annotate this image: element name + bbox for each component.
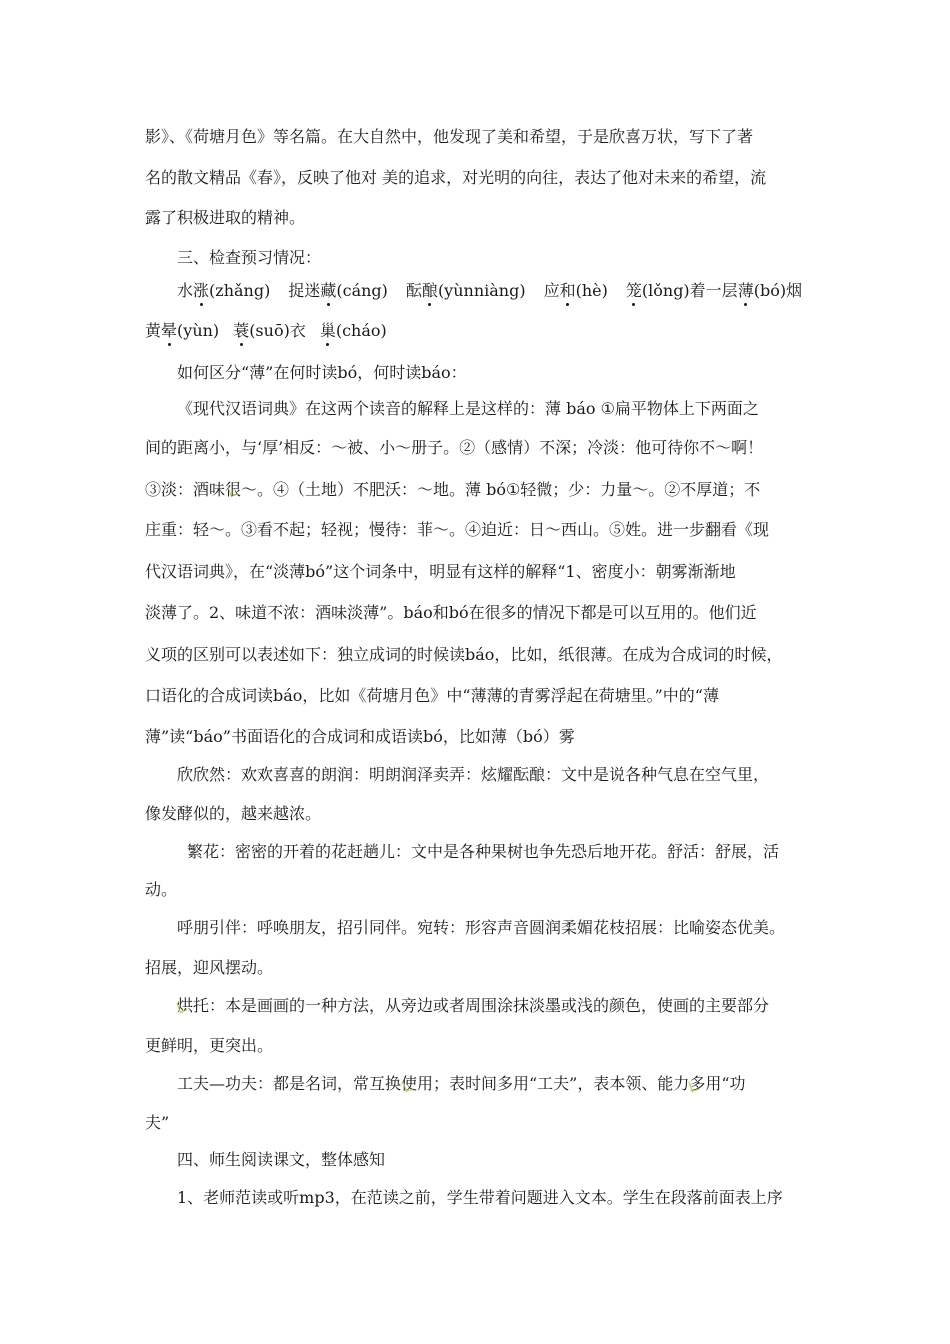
section-heading: 四、师生阅读课文，整体感知 bbox=[177, 1150, 386, 1169]
paragraph-line: 代汉语词典》，在“淡薄bó”这个词条中，明显有这样的解释“1、密度小：朝雾渐渐地 bbox=[145, 562, 736, 581]
vocab-item: 蓑(suō)衣 bbox=[233, 321, 306, 340]
paragraph-line: 义项的区别可以表述如下：独立成词的时候读báo，比如，纸很薄。在成为合成词的时候， bbox=[145, 645, 783, 664]
paragraph-line: 间的距离小，与‘厚’相反：～被、小～册子。②（感情）不深；冷淡：他可待你不～啊！ bbox=[145, 438, 764, 457]
paragraph-line: 名的散文精品《春》，反映了他对 美的追求，对光明的向往，表达了他对未来的希望，流 bbox=[145, 168, 767, 187]
paragraph-line: 像发酵似的，越来越浓。 bbox=[145, 804, 322, 823]
paragraph-line: 淡薄了。2、味道不浓：酒味淡薄”。báo和bó在很多的情况下都是可以互用的。他们近 bbox=[145, 603, 757, 622]
paragraph-line: 庄重：轻～。③看不起；轻视；慢待：菲～。④迫近：日～西山。⑤姓。进一步翻看《现 bbox=[145, 520, 770, 539]
section-heading: 三、检查预习情况： bbox=[177, 248, 322, 267]
paragraph-line: 1、老师范读或听mp3，在范读之前，学生带着问题进入文本。学生在段落前面表上序 bbox=[177, 1188, 783, 1207]
paragraph-line: 更鲜明，更突出。 bbox=[145, 1036, 274, 1055]
paragraph-line: 招展，迎风摆动。 bbox=[145, 958, 274, 977]
vocab-item: 巢(cháo) bbox=[319, 321, 387, 340]
paragraph-line: 影》、《荷塘月色》等名篇。在大自然中，他发现了美和希望，于是欣喜万状，写下了著 bbox=[145, 127, 754, 146]
vocab-item: 水涨(zhǎng) bbox=[177, 281, 271, 300]
paragraph-line: 呼朋引伴：呼唤朋友，招引同伴。宛转：形容声音圆润柔媚花枝招展：比喻姿态优美。 bbox=[177, 918, 786, 937]
paragraph-line: 烘托：本是画画的一种方法，从旁边或者周围涂抹淡墨或浅的颜色，使画的主要部分 bbox=[177, 996, 770, 1015]
paragraph-line: 口语化的合成词读báo，比如《荷塘月色》中“薄薄的青雾浮起在荷塘里。”中的“薄 bbox=[145, 686, 719, 705]
vocab-item: 薄(bó)烟 bbox=[737, 281, 803, 300]
vocab-row-1 bbox=[177, 281, 802, 301]
vocab-item: 应和(hè) bbox=[543, 281, 608, 300]
paragraph-line: 露了积极进取的精神。 bbox=[145, 208, 306, 227]
vocab-item: 捉迷藏(cáng) bbox=[288, 281, 388, 300]
paragraph-line: 欣欣然：欢欢喜喜的朗润：明朗润泽卖弄：炫耀酝酿：文中是说各种气息在空气里， bbox=[177, 765, 770, 784]
paragraph-line: 夫” bbox=[145, 1113, 170, 1132]
paragraph-line: 工夫—功夫：都是名词，常互换使用；表时间多用“工夫”，表本领、能力多用“功 bbox=[177, 1074, 746, 1093]
vocab-row-2 bbox=[145, 321, 387, 341]
vocab-item: 笼(lǒng)着一层 bbox=[625, 281, 738, 300]
paragraph-line: 《现代汉语词典》在这两个读音的解释上是这样的：薄 báo ①扁平物体上下两面之 bbox=[177, 399, 759, 418]
vocab-item: 酝酿(yùnniàng) bbox=[405, 281, 526, 300]
paragraph-line: 薄”读“báo”书面语化的合成词和成语读bó，比如薄（bó）雾 bbox=[145, 727, 575, 746]
paragraph-line: ③淡：酒味很～。④（土地）不肥沃：～地。薄 bó①轻微；少：力量～。②不厚道；不 bbox=[145, 480, 761, 499]
paragraph-line: 动。 bbox=[145, 880, 178, 899]
paragraph-line: 繁花：密密的开着的花赶趟儿：文中是各种果树也争先恐后地开花。舒活：舒展，活 bbox=[187, 842, 780, 861]
vocab-item: 黄晕(yùn) bbox=[145, 321, 220, 340]
paragraph-line: 如何区分“薄”在何时读bó，何时读báo： bbox=[177, 363, 467, 382]
